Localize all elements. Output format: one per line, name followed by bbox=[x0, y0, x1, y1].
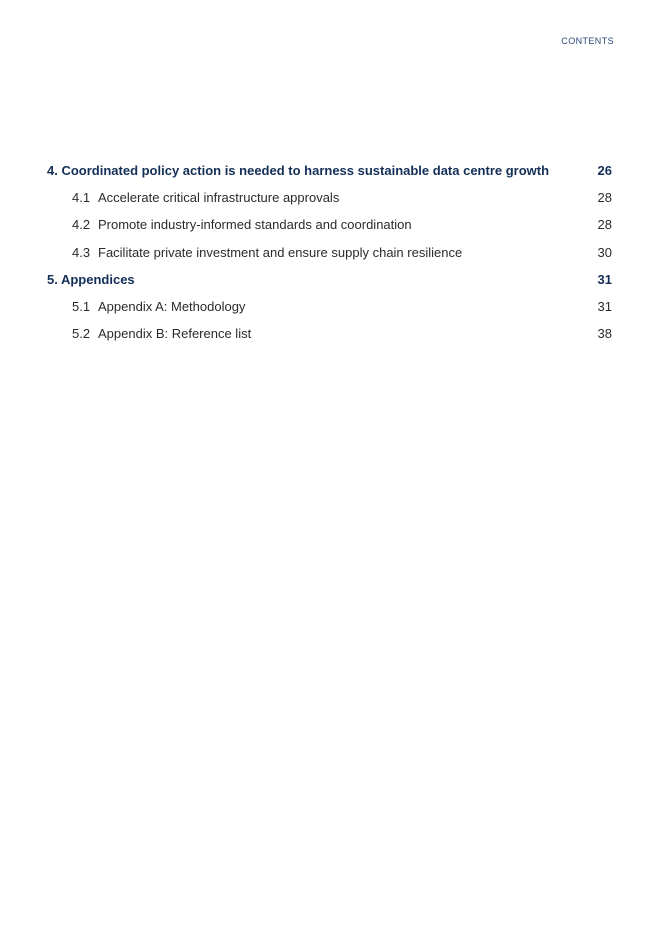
table-of-contents bbox=[47, 162, 612, 352]
toc-entry-label: Appendix A: Methodology bbox=[98, 298, 246, 314]
toc-entry-page: 31 bbox=[597, 298, 612, 314]
toc-entry-page: 28 bbox=[597, 190, 612, 206]
toc-entry-5-2[interactable] bbox=[47, 325, 612, 352]
toc-entry-4-2[interactable] bbox=[47, 216, 612, 243]
running-header: CONTENTS bbox=[561, 36, 614, 46]
toc-entry-label: 4. Coordinated policy action is needed to harness sustainable data centre growth bbox=[47, 163, 550, 178]
toc-entry-label: Accelerate critical infrastructure approvals bbox=[98, 190, 340, 206]
toc-entry-section-4[interactable] bbox=[47, 162, 612, 189]
toc-entry-label: 5. Appendices bbox=[47, 271, 135, 287]
toc-entry-number: 5.1 bbox=[72, 298, 91, 314]
toc-entry-label: Facilitate private investment and ensure supply chain resilience bbox=[98, 244, 463, 260]
toc-entry-label: Appendix B: Reference list bbox=[98, 326, 252, 342]
toc-entry-page: 28 bbox=[597, 217, 612, 233]
toc-entry-4-3[interactable] bbox=[47, 244, 612, 271]
toc-entry-page: 31 bbox=[597, 271, 612, 287]
toc-entry-5-1[interactable] bbox=[47, 298, 612, 325]
toc-entry-section-5[interactable] bbox=[47, 271, 612, 298]
toc-entry-label: Promote industry-informed standards and coordination bbox=[98, 217, 412, 233]
toc-entry-number: 5.2 bbox=[72, 326, 91, 342]
toc-entry-number: 4.2 bbox=[72, 217, 91, 233]
toc-entry-page: 26 bbox=[597, 163, 612, 178]
toc-entry-number: 4.3 bbox=[72, 244, 91, 260]
toc-entry-page: 38 bbox=[597, 326, 612, 342]
toc-entry-number: 4.1 bbox=[72, 190, 91, 206]
toc-entry-page: 30 bbox=[597, 244, 612, 260]
toc-entry-4-1[interactable] bbox=[47, 189, 612, 216]
